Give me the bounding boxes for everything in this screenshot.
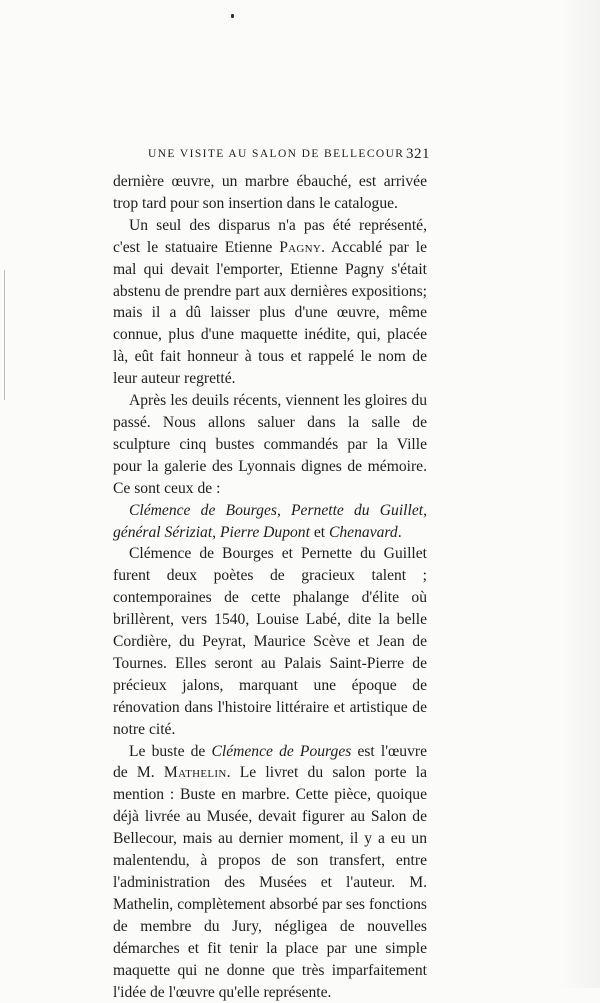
running-head [120,148,430,168]
paragraph-4 [113,500,427,544]
ink-speck [231,14,234,18]
paragraph-2-end: . Accablé par le mal qui devait l'emporter, Etienne Pagny s'était abstenu de prendre part aux dernières expositions; mais il a dû laisser plus d'une œuvre, même connue, plus d'une maquette inédite, qui, placée là, eût fait honneur à tous et rappelé le nom de leur auteur regretté. [113,238,427,388]
paragraph-2 [113,215,427,390]
scan-edge-shadow [560,0,600,988]
paragraph-5-text: Clémence de Bourges et Pernette du Guillet furent deux poètes de gracieux talent ; contemporaines de cette phalange d'élite où brillèrent, vers 1540, Louise Labé, dite la belle Cordière, du Peyrat, Maurice Scève et Jean de Tournes. Elles seront au Palais Saint-Pierre de précieux jalons, marquant une époque de rénovation dans l'histoire littéraire et artistique de notre cité. [113,545,427,738]
paragraph-3-text: Après les deuils récents, viennent les gloires du passé. Nous allons saluer dans la salle de sculpture cinq bustes commandés par la Ville pour la galerie des Lyonnais dignes de mémoire. Ce sont ceux de : [113,392,427,497]
bust-list: Clémence de Bourges, Pernette du Guillet, général Sériziat, Pierre Dupont [113,501,427,541]
running-title: UNE VISITE AU SALON DE BELLECOUR [148,148,405,160]
sculptor-name-pagny: Pagny [279,238,322,256]
sculptor-name-mathelin: Mathelin [163,764,227,782]
paragraph-6 [113,741,427,1003]
page-number: 321 [406,146,430,162]
paragraph-6-a: Le buste de [129,742,212,760]
bust-title: Clémence de Pourges [211,742,352,760]
bust-list-end: . [397,523,402,541]
scan-margin-line [4,270,5,400]
paragraph-1 [113,171,427,215]
body-text [113,171,427,1003]
paragraph-5 [113,543,427,740]
bust-list-last: Chenavard [328,523,398,541]
paragraph-3 [113,390,427,500]
paragraph-6-b: est l'œuvre de M. [113,742,427,782]
paragraph-6-c: . Le livret du salon porte la mention : Buste en marbre. Cette pièce, quoique déjà livrée au Musée, devait figurer au Salon de Bellecour, mais au dernier moment, il y a eu un malentendu, à propos de son transfert, entre l'administration des Musées et l'auteur. M. Mathelin, complètement absorbé par ses fonctions de membre du Jury, négligea de nouvelles démarches et fit tenir la place par une simple maquette qui ne donne que très imparfaitement l'idée de l'œuvre qu'elle représente. [113,764,427,1001]
paragraph-2-start: Un seul des disparus n'a pas été représenté, c'est le statuaire Etienne [113,216,427,256]
paragraph-1-text: dernière œuvre, un marbre ébauché, est arrivée trop tard pour son insertion dans le catalogue. [113,173,427,212]
bust-list-and: et [309,523,329,541]
